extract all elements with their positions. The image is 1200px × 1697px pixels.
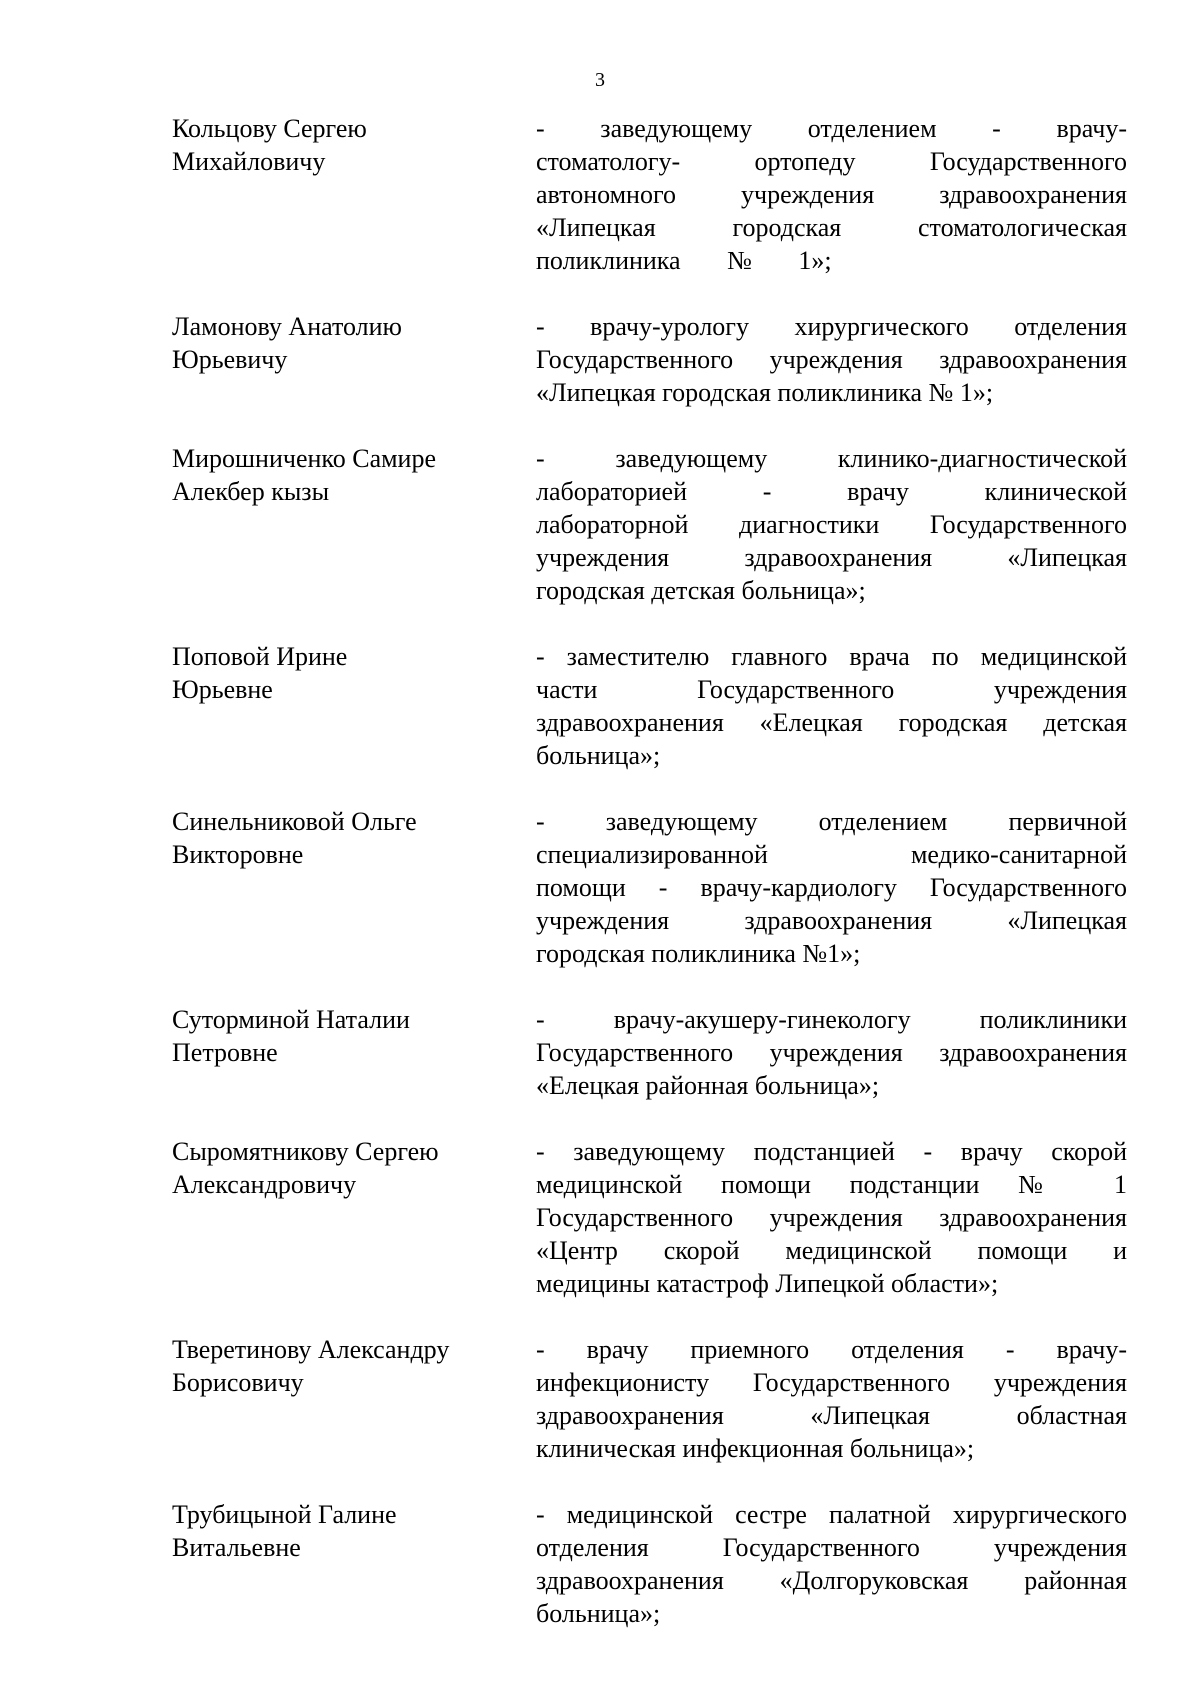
person-name-line: Поповой Ирине bbox=[172, 642, 348, 671]
position-line: - врачу приемного отделения - врачу- bbox=[536, 1335, 1127, 1364]
position-line: медицины катастроф Липецкой области»; bbox=[536, 1269, 999, 1298]
position-description bbox=[536, 112, 1127, 277]
position-line: автономного учреждения здравоохранения bbox=[536, 180, 1127, 209]
position-line: здравоохранения «Елецкая городская детская bbox=[536, 708, 1127, 737]
person-name-line: Петровне bbox=[172, 1038, 278, 1067]
position-line: помощи - врачу-кардиологу Государственного bbox=[536, 873, 1127, 902]
person-name bbox=[172, 1498, 536, 1564]
position-description bbox=[536, 1333, 1127, 1465]
list-item bbox=[172, 1003, 1127, 1102]
person-name-line: Тверетинову Александру bbox=[172, 1335, 450, 1364]
person-name-line: Александровичу bbox=[172, 1170, 357, 1199]
person-name-line: Сыромятникову Сергею bbox=[172, 1137, 439, 1166]
position-line: Государственного учреждения здравоохранения bbox=[536, 345, 1127, 374]
person-name-line: Алекбер кызы bbox=[172, 477, 330, 506]
person-name-line: Суторминой Наталии bbox=[172, 1005, 410, 1034]
position-description bbox=[536, 805, 1127, 970]
position-line: здравоохранения «Липецкая областная bbox=[536, 1401, 1127, 1430]
person-name bbox=[172, 310, 536, 376]
position-line: городская детская больница»; bbox=[536, 576, 866, 605]
person-name bbox=[172, 1333, 536, 1399]
position-line: здравоохранения «Долгоруковская районная bbox=[536, 1566, 1127, 1595]
position-line: - заведующему отделением первичной bbox=[536, 807, 1127, 836]
position-description bbox=[536, 1135, 1127, 1300]
list-item bbox=[172, 310, 1127, 409]
list-item bbox=[172, 442, 1127, 607]
person-name-line: Мирошниченко Самире bbox=[172, 444, 437, 473]
position-line: - врачу-акушеру-гинекологу поликлиники bbox=[536, 1005, 1127, 1034]
position-line: Государственного учреждения здравоохранения bbox=[536, 1038, 1127, 1067]
person-name bbox=[172, 442, 536, 508]
position-line: - врачу-урологу хирургического отделения bbox=[536, 312, 1127, 341]
position-line: больница»; bbox=[536, 741, 661, 770]
person-name bbox=[172, 805, 536, 871]
position-line: части Государственного учреждения bbox=[536, 675, 1127, 704]
person-name bbox=[172, 1135, 536, 1201]
list-item bbox=[172, 112, 1127, 277]
person-name-line: Юрьевне bbox=[172, 675, 273, 704]
position-line: клиническая инфекционная больница»; bbox=[536, 1434, 975, 1463]
position-line: «Центр скорой медицинской помощи и bbox=[536, 1236, 1127, 1265]
position-line: инфекционисту Государственного учреждения bbox=[536, 1368, 1127, 1397]
position-line: лабораторией - врачу клинической bbox=[536, 477, 1127, 506]
position-line: «Елецкая районная больница»; bbox=[536, 1071, 880, 1100]
position-line: медицинской помощи подстанции № 1 bbox=[536, 1170, 1127, 1199]
award-list bbox=[172, 112, 1127, 1630]
position-line: учреждения здравоохранения «Липецкая bbox=[536, 543, 1127, 572]
person-name-line: Ламонову Анатолию bbox=[172, 312, 402, 341]
person-name-line: Синельниковой Ольге bbox=[172, 807, 417, 836]
position-line: городская поликлиника №1»; bbox=[536, 939, 861, 968]
position-line: - заведующему отделением - врачу- bbox=[536, 114, 1127, 143]
position-line: - заведующему подстанцией - врачу скорой bbox=[536, 1137, 1127, 1166]
person-name-line: Борисовичу bbox=[172, 1368, 304, 1397]
person-name bbox=[172, 112, 536, 178]
position-line: Государственного учреждения здравоохранения bbox=[536, 1203, 1127, 1232]
person-name-line: Юрьевичу bbox=[172, 345, 288, 374]
position-description bbox=[536, 1003, 1127, 1102]
position-description bbox=[536, 1498, 1127, 1630]
position-line: специализированной медико-санитарной bbox=[536, 840, 1127, 869]
person-name-line: Михайловичу bbox=[172, 147, 326, 176]
position-line: отделения Государственного учреждения bbox=[536, 1533, 1127, 1562]
person-name-line: Викторовне bbox=[172, 840, 304, 869]
position-line: «Липецкая городская поликлиника № 1»; bbox=[536, 378, 994, 407]
page-number: 3 bbox=[595, 69, 605, 91]
list-item bbox=[172, 1498, 1127, 1630]
list-item bbox=[172, 1135, 1127, 1300]
position-line: поликлиника № 1»; bbox=[536, 246, 832, 275]
position-line: - медицинской сестре палатной хирургического bbox=[536, 1500, 1127, 1529]
person-name-line: Витальевне bbox=[172, 1533, 301, 1562]
position-line: - заместителю главного врача по медицинской bbox=[536, 642, 1127, 671]
position-line: больница»; bbox=[536, 1599, 661, 1628]
position-line: лабораторной диагностики Государственного bbox=[536, 510, 1127, 539]
person-name bbox=[172, 640, 536, 706]
list-item bbox=[172, 640, 1127, 772]
position-line: - заведующему клинико-диагностической bbox=[536, 444, 1127, 473]
list-item bbox=[172, 1333, 1127, 1465]
position-line: «Липецкая городская стоматологическая bbox=[536, 213, 1127, 242]
position-description bbox=[536, 310, 1127, 409]
list-item bbox=[172, 805, 1127, 970]
position-line: стоматологу- ортопеду Государственного bbox=[536, 147, 1127, 176]
person-name-line: Трубицыной Галине bbox=[172, 1500, 397, 1529]
person-name bbox=[172, 1003, 536, 1069]
person-name-line: Кольцову Сергею bbox=[172, 114, 367, 143]
position-description bbox=[536, 640, 1127, 772]
position-description bbox=[536, 442, 1127, 607]
position-line: учреждения здравоохранения «Липецкая bbox=[536, 906, 1127, 935]
